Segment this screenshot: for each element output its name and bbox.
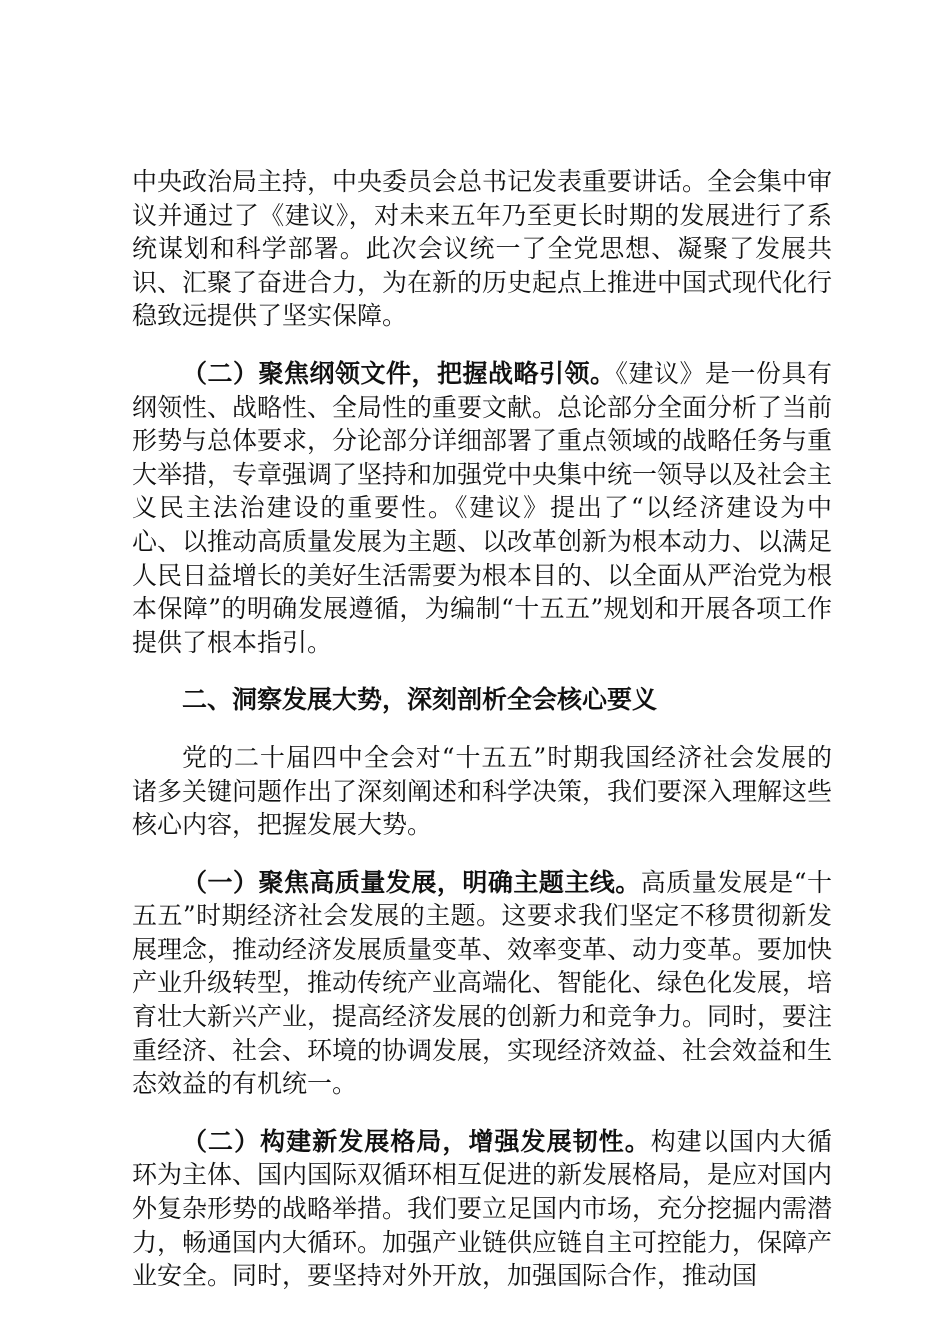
section-heading-2 [132, 683, 832, 717]
paragraph-5-text: 构建以国内大循环为主体、国内国际双循环相互促进的新发展格局，是应对国内外复杂形势的战略举措。我们要立足国内市场，充分挖掘内需潜力，畅通国内大循环。加强产业链供应链自主可控能力，保障产业安全。同时，要坚持对外开放，加强国际合作，推动国 [132, 1126, 833, 1291]
paragraph-1-text: 中央政治局主持，中央委员会总书记发表重要讲话。全会集中审议并通过了《建议》，对未来五年乃至更长时期的发展进行了系统谋划和科学部署。此次会议统一了全党思想、凝聚了发展共识、汇聚了奋进合力，为在新的历史起点上推进中国式现代化行稳致远提供了坚实保障。 [132, 167, 833, 331]
section-heading-2-text: 二、洞察发展大势，深刻剖析全会核心要义 [182, 685, 658, 715]
paragraph-2-text: 《建议》是一份具有纲领性、战略性、全局性的重要文献。总论部分全面分析了当前形势与总体要求，分论部分详细部署了重点领域的战略任务与重大举措，专章强调了坚持和加强党中央集中统一领导以及社会主义民主法治建设的重要性。《建议》提出了“以经济建设为中心、以推动高质量发展为主题、以改革创新为根本动力、以满足人民日益增长的美好生活需要为根本目的、以全面从严治党为根本保障”的明确发展遵循，为编制“十五五”规划和开展各项工作提供了根本指引。 [132, 358, 833, 657]
paragraph-5-lead: （二）构建新发展格局，增强发展韧性。 [182, 1126, 651, 1156]
paragraph-4 [132, 866, 832, 1101]
paragraph-4-lead: （一）聚焦高质量发展，明确主题主线。 [182, 867, 641, 897]
document-body [132, 165, 832, 1317]
paragraph-1 [132, 165, 832, 333]
paragraph-3-text: 党的二十届四中全会对“十五五”时期我国经济社会发展的诸多关键问题作出了深刻阐述和科学决策，我们要深入理解这些核心内容，把握发展大势。 [132, 742, 833, 840]
paragraph-2-lead: （二）聚焦纲领文件，把握战略引领。 [182, 358, 616, 388]
paragraph-3 [132, 741, 832, 842]
paragraph-2 [132, 357, 832, 659]
paragraph-4-text: 高质量发展是“十五五”时期经济社会发展的主题。这要求我们坚定不移贯彻新发展理念，推动经济发展质量变革、效率变革、动力变革。要加快产业升级转型，推动传统产业高端化、智能化、绿色化发展，培育壮大新兴产业，提高经济发展的创新力和竞争力。同时，要注重经济、社会、环境的协调发展，实现经济效益、社会效益和生态效益的有机统一。 [132, 867, 833, 1099]
paragraph-5 [132, 1125, 832, 1293]
